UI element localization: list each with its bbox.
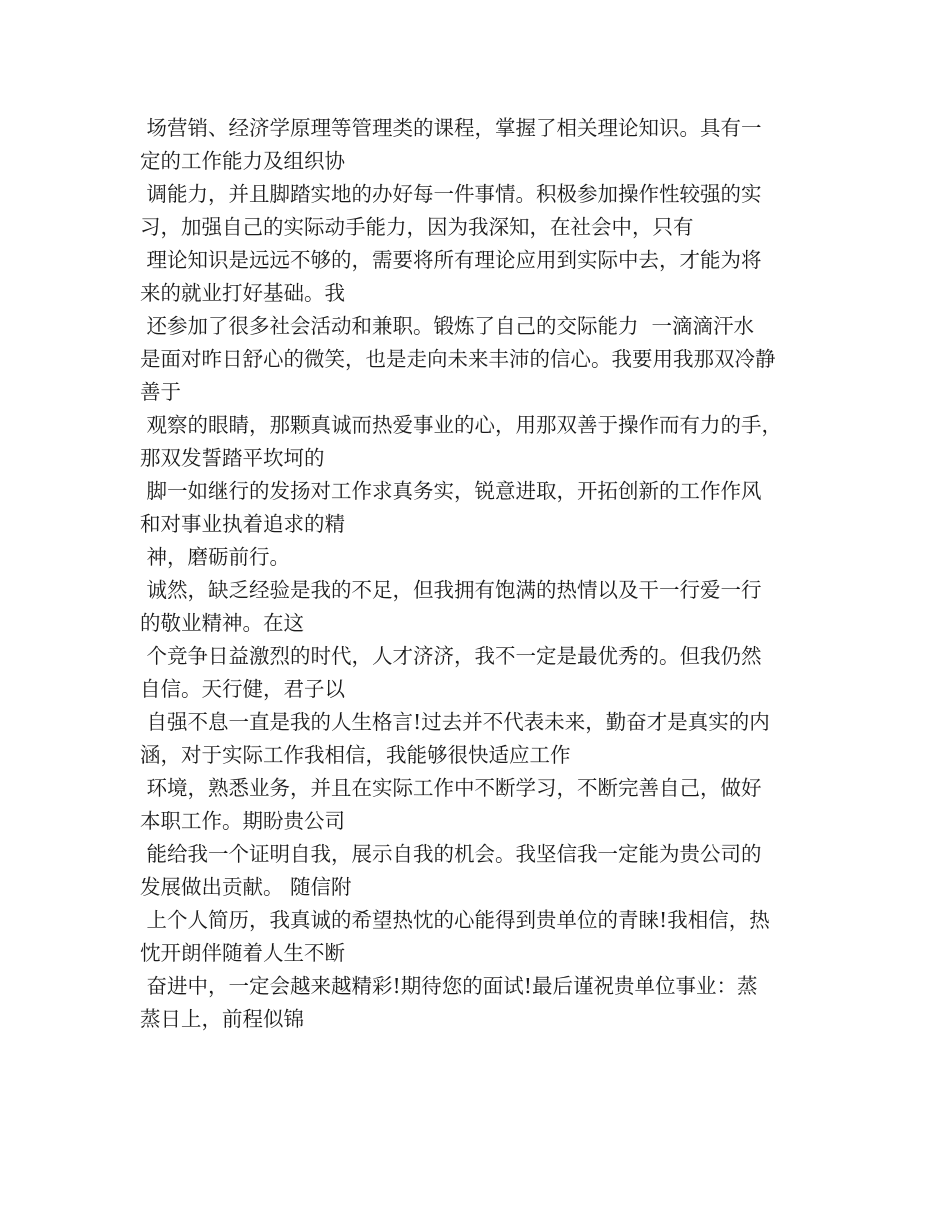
- text-line: 能给我一个证明自我，展示自我的机会。我坚信我一定能为贵公司的: [140, 842, 762, 866]
- text-line: 和对事业执着追求的精: [140, 512, 345, 536]
- text-line: 上个人简历，我真诚的希望热忱的心能得到贵单位的青睐!我相信，热: [140, 908, 770, 932]
- text-line: 脚一如继行的发扬对工作求真务实，锐意进取，开拓创新的工作作风: [140, 479, 762, 503]
- text-line: 定的工作能力及组织协: [140, 149, 345, 173]
- text-line: 神，磨砺前行。: [140, 545, 291, 569]
- document-body: [140, 112, 820, 1036]
- text-line: 发展做出贡献。 随信附: [140, 875, 352, 899]
- text-line: 自强不息一直是我的人生格言!过去并不代表未来，勤奋才是真实的内: [140, 710, 770, 734]
- text-line: 环境，熟悉业务，并且在实际工作中不断学习，不断完善自己，做好: [140, 776, 762, 800]
- text-line: 善于: [140, 380, 181, 404]
- text-line: 的敬业精神。在这: [140, 611, 304, 635]
- text-line: 奋进中，一定会越来越精彩!期待您的面试!最后谨祝贵单位事业：蒸: [140, 974, 758, 998]
- text-line: 场营销、经济学原理等管理类的课程，掌握了相关理论知识。具有一: [140, 116, 762, 140]
- text-line: 是面对昨日舒心的微笑，也是走向未来丰沛的信心。我要用我那双冷静: [140, 347, 776, 371]
- text-line: 涵，对于实际工作我相信，我能够很快适应工作: [140, 743, 571, 767]
- text-line: 调能力，并且脚踏实地的办好每一件事情。积极参加操作性较强的实: [140, 182, 762, 206]
- text-line: 理论知识是远远不够的，需要将所有理论应用到实际中去，才能为将: [140, 248, 762, 272]
- text-line: 还参加了很多社会活动和兼职。锻炼了自己的交际能力 一滴滴汗水: [140, 314, 755, 338]
- text-line: 蒸日上，前程似锦: [140, 1007, 304, 1031]
- text-line: 来的就业打好基础。我: [140, 281, 345, 305]
- text-line: 观察的眼睛，那颗真诚而热爱事业的心，用那双善于操作而有力的手，: [140, 413, 783, 437]
- text-line: 诚然，缺乏经验是我的不足，但我拥有饱满的热情以及干一行爱一行: [140, 578, 762, 602]
- text-line: 个竞争日益激烈的时代，人才济济，我不一定是最优秀的。但我仍然: [140, 644, 762, 668]
- text-line: 那双发誓踏平坎坷的: [140, 446, 325, 470]
- text-line: 本职工作。期盼贵公司: [140, 809, 345, 833]
- text-line: 自信。天行健，君子以: [140, 677, 345, 701]
- text-line: 习，加强自己的实际动手能力，因为我深知，在社会中，只有: [140, 215, 694, 239]
- text-line: 忱开朗伴随着人生不断: [140, 941, 345, 965]
